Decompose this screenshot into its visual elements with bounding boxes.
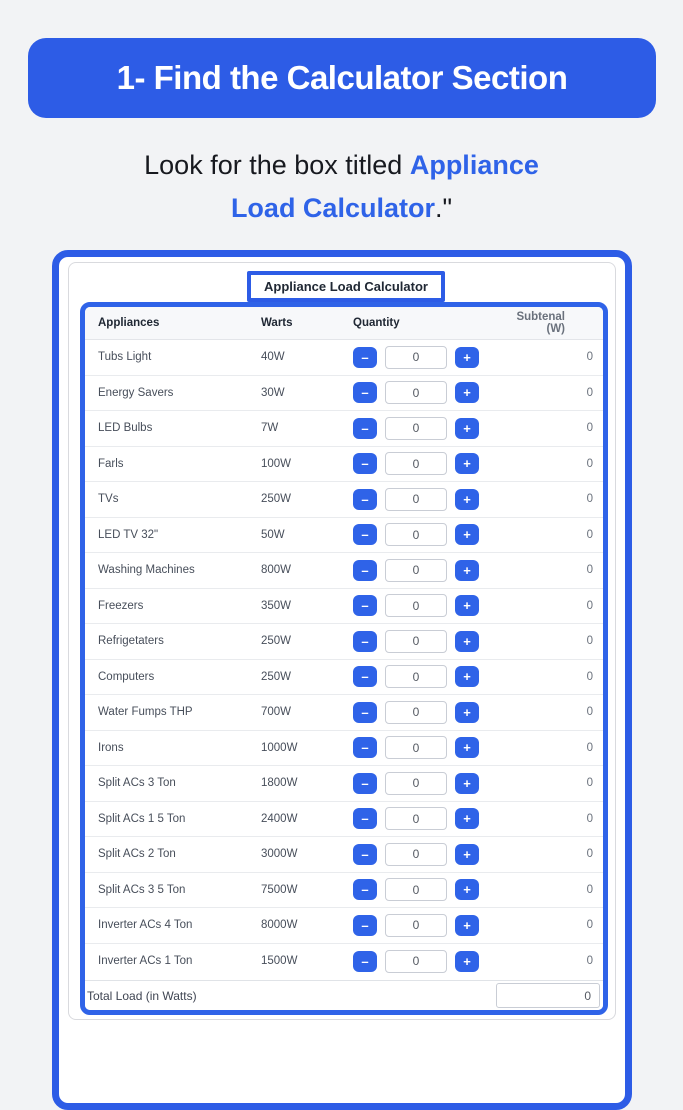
subtotal-value: 0 (586, 493, 593, 506)
quantity-stepper (353, 559, 503, 582)
quantity-stepper (353, 807, 503, 830)
column-header-subtotal: Subtenal (W) (516, 311, 565, 335)
appliance-watts: 2400W (261, 812, 298, 825)
quantity-input[interactable] (385, 559, 447, 582)
appliance-watts: 250W (261, 493, 292, 506)
quantity-input[interactable] (385, 914, 447, 937)
quantity-increase-button[interactable]: + (455, 595, 479, 616)
subtotal-value: 0 (586, 670, 593, 683)
column-header-watts: Warts (261, 317, 293, 329)
appliance-watts: 800W (261, 564, 292, 577)
appliance-watts: 1500W (261, 955, 298, 968)
appliance-name: Water Fumps THP (98, 706, 193, 719)
quantity-decrease-button[interactable]: – (353, 489, 377, 510)
quantity-decrease-button[interactable]: – (353, 595, 377, 616)
table-row (85, 908, 603, 944)
table-row (85, 340, 603, 376)
quantity-stepper (353, 665, 503, 688)
quantity-stepper (353, 914, 503, 937)
quantity-input[interactable] (385, 523, 447, 546)
appliance-name: Freezers (98, 599, 144, 612)
appliance-watts: 350W (261, 599, 292, 612)
quantity-stepper (353, 950, 503, 973)
table-row (85, 695, 603, 731)
quantity-input[interactable] (385, 878, 447, 901)
quantity-increase-button[interactable]: + (455, 879, 479, 900)
total-value-field: 0 (496, 983, 600, 1008)
quantity-stepper (353, 381, 503, 404)
highlighted-title-part-2: Load Calculator (230, 193, 435, 223)
quantity-increase-button[interactable]: + (455, 951, 479, 972)
quantity-stepper (353, 878, 503, 901)
appliance-name: Split ACs 3 Ton (98, 777, 176, 790)
subtotal-value: 0 (586, 351, 593, 364)
table-row (85, 944, 603, 980)
quantity-decrease-button[interactable]: – (353, 702, 377, 723)
subtotal-value: 0 (586, 635, 593, 648)
calculator-title: Appliance Load Calculator (264, 279, 428, 294)
quantity-decrease-button[interactable]: – (353, 951, 377, 972)
instruction-text (0, 144, 683, 230)
subtotal-value: 0 (586, 706, 593, 719)
quantity-decrease-button[interactable]: – (353, 844, 377, 865)
quantity-stepper (353, 736, 503, 759)
appliance-watts: 250W (261, 670, 292, 683)
table-row (85, 553, 603, 589)
column-header-quantity: Quantity (353, 317, 400, 329)
quantity-decrease-button[interactable]: – (353, 382, 377, 403)
appliance-name: Split ACs 2 Ton (98, 848, 176, 861)
quantity-increase-button[interactable]: + (455, 560, 479, 581)
appliance-watts: 3000W (261, 848, 298, 861)
table-row (85, 589, 603, 625)
quantity-stepper (353, 346, 503, 369)
total-label: Total Load (in Watts) (87, 988, 197, 1003)
quantity-stepper (353, 630, 503, 653)
table-row (85, 837, 603, 873)
appliance-watts: 50W (261, 528, 285, 541)
quantity-input[interactable] (385, 488, 447, 511)
table-row (85, 766, 603, 802)
appliance-table (80, 302, 608, 1015)
quantity-stepper (353, 594, 503, 617)
quantity-increase-button[interactable]: + (455, 808, 479, 829)
total-row (85, 980, 603, 1010)
table-header (85, 307, 603, 340)
quantity-stepper (353, 452, 503, 475)
appliance-watts: 7W (261, 422, 279, 435)
appliance-rows (85, 340, 603, 980)
quantity-increase-button[interactable]: + (455, 418, 479, 439)
quantity-stepper (353, 523, 503, 546)
appliance-watts: 700W (261, 706, 292, 719)
quantity-increase-button[interactable]: + (455, 453, 479, 474)
subtotal-value: 0 (586, 848, 593, 861)
quantity-stepper (353, 772, 503, 795)
appliance-watts: 100W (261, 457, 292, 470)
subtotal-value: 0 (586, 777, 593, 790)
subtotal-value: 0 (586, 883, 593, 896)
subtotal-value: 0 (586, 564, 593, 577)
appliance-name: Irons (98, 741, 124, 754)
quantity-increase-button[interactable]: + (455, 915, 479, 936)
quantity-increase-button[interactable]: + (455, 347, 479, 368)
quantity-input[interactable] (385, 665, 447, 688)
table-row (85, 660, 603, 696)
quantity-input[interactable] (385, 381, 447, 404)
appliance-watts: 1800W (261, 777, 298, 790)
appliance-name: Inverter ACs 1 Ton (98, 955, 193, 968)
subtotal-value: 0 (586, 386, 593, 399)
appliance-watts: 250W (261, 635, 292, 648)
subtotal-value: 0 (586, 528, 593, 541)
quantity-input[interactable] (385, 452, 447, 475)
quantity-increase-button[interactable]: + (455, 702, 479, 723)
appliance-name: Computers (98, 670, 155, 683)
table-row (85, 624, 603, 660)
subtotal-value: 0 (586, 599, 593, 612)
subtotal-value: 0 (586, 812, 593, 825)
subtotal-value: 0 (586, 919, 593, 932)
quantity-increase-button[interactable]: + (455, 773, 479, 794)
quantity-increase-button[interactable]: + (455, 737, 479, 758)
appliance-name: LED TV 32" (98, 528, 159, 541)
quantity-decrease-button[interactable]: – (353, 808, 377, 829)
quantity-decrease-button[interactable]: – (353, 879, 377, 900)
quantity-increase-button[interactable]: + (455, 524, 479, 545)
table-row (85, 731, 603, 767)
appliance-watts: 7500W (261, 883, 298, 896)
appliance-watts: 40W (261, 351, 285, 364)
step-banner (28, 38, 656, 118)
quantity-decrease-button[interactable]: – (353, 737, 377, 758)
subtotal-value: 0 (586, 741, 593, 754)
table-row (85, 873, 603, 909)
appliance-name: Farls (98, 457, 124, 470)
quantity-decrease-button[interactable]: – (353, 773, 377, 794)
quantity-input[interactable] (385, 630, 447, 653)
quantity-input[interactable] (385, 772, 447, 795)
quantity-decrease-button[interactable]: – (353, 347, 377, 368)
quantity-decrease-button[interactable]: – (353, 666, 377, 687)
quantity-input[interactable] (385, 346, 447, 369)
subtotal-value: 0 (586, 955, 593, 968)
appliance-name: Washing Machines (98, 564, 195, 577)
quantity-decrease-button[interactable]: – (353, 453, 377, 474)
appliance-watts: 1000W (261, 741, 298, 754)
table-row (85, 447, 603, 483)
subtotal-value: 0 (586, 422, 593, 435)
table-row (85, 376, 603, 412)
subtotal-value: 0 (586, 457, 593, 470)
appliance-name: Inverter ACs 4 Ton (98, 919, 193, 932)
quantity-increase-button[interactable]: + (455, 844, 479, 865)
table-row (85, 482, 603, 518)
table-row (85, 411, 603, 447)
step-banner-title: 1- Find the Calculator Section (116, 59, 568, 96)
calculator-title-box (247, 271, 445, 302)
quantity-stepper (353, 701, 503, 724)
appliance-name: TVs (98, 493, 119, 506)
table-row (85, 518, 603, 554)
quantity-input[interactable] (385, 843, 447, 866)
appliance-name: Energy Savers (98, 386, 174, 399)
instruction-line-1: Look for the box titled Appliance (144, 150, 539, 180)
quantity-input[interactable] (385, 417, 447, 440)
appliance-name: LED Bulbs (98, 422, 153, 435)
quantity-stepper (353, 843, 503, 866)
appliance-name: Refrigetaters (98, 635, 164, 648)
quantity-input[interactable] (385, 701, 447, 724)
appliance-name: Tubs Light (98, 351, 152, 364)
quantity-input[interactable] (385, 950, 447, 973)
quantity-input[interactable] (385, 594, 447, 617)
quantity-stepper (353, 488, 503, 511)
quantity-decrease-button[interactable]: – (353, 560, 377, 581)
quantity-increase-button[interactable]: + (455, 666, 479, 687)
quantity-stepper (353, 417, 503, 440)
highlighted-title-part-1: Appliance (409, 150, 539, 180)
instruction-line-2: Load Calculator." (230, 193, 453, 223)
appliance-name: Split ACs 3 5 Ton (98, 883, 186, 896)
column-header-appliances: Appliances (98, 317, 160, 329)
table-row (85, 802, 603, 838)
quantity-decrease-button[interactable]: – (353, 631, 377, 652)
quantity-input[interactable] (385, 807, 447, 830)
appliance-watts: 8000W (261, 919, 298, 932)
quantity-input[interactable] (385, 736, 447, 759)
quantity-decrease-button[interactable]: – (353, 915, 377, 936)
quantity-increase-button[interactable]: + (455, 631, 479, 652)
quantity-increase-button[interactable]: + (455, 382, 479, 403)
quantity-decrease-button[interactable]: – (353, 418, 377, 439)
quantity-increase-button[interactable]: + (455, 489, 479, 510)
appliance-name: Split ACs 1 5 Ton (98, 812, 186, 825)
quantity-decrease-button[interactable]: – (353, 524, 377, 545)
appliance-watts: 30W (261, 386, 285, 399)
